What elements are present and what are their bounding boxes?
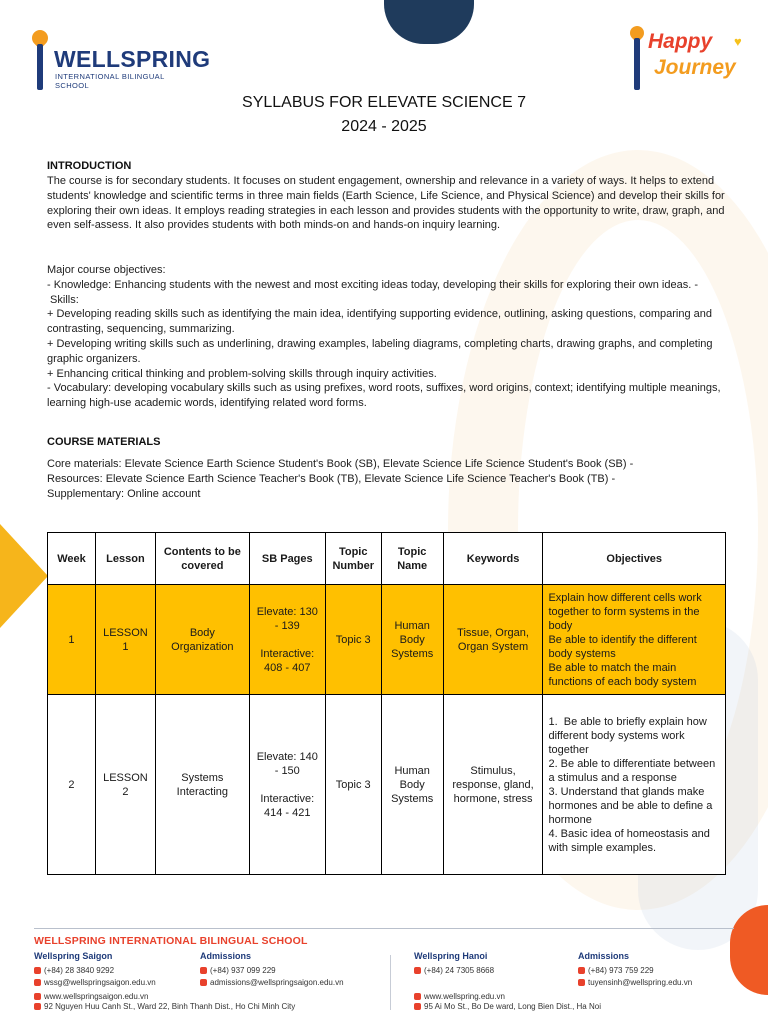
phone-icon	[578, 967, 585, 974]
phone-icon	[34, 967, 41, 974]
footer-school-name: WELLSPRING INTERNATIONAL BILINGUAL SCHOOL	[34, 935, 308, 947]
footer-saigon-admissions-email-text[interactable]: admissions@wellspringsaigon.edu.vn	[210, 978, 344, 987]
cell-keywords: Stimulus, response, gland, hormone, stress	[443, 695, 543, 875]
heart-icon: ♥	[734, 34, 742, 49]
phone-icon	[200, 967, 207, 974]
objectives-block	[47, 263, 727, 411]
materials-text: Core materials: Elevate Science Earth Science Student's Book (SB), Elevate Science Life Science Student's Book (SB) - Resources: Elevate Science Earth Science Teacher's Book (TB), Elevate Science Life Science Teacher's Book (TB) - Supplementary: Online account	[47, 458, 634, 500]
sb-interactive-pages: Interactive: 408 - 407	[260, 647, 315, 674]
campaign-word-journey: Journey	[654, 56, 736, 79]
objectives-line: + Developing writing skills such as underlining, drawing examples, labeling diagrams, completing charts, drawing graphs, and completing graphic organizers.	[47, 337, 713, 365]
cell-objectives	[543, 695, 726, 875]
footer-saigon-address	[34, 1002, 295, 1011]
torch-icon	[32, 30, 48, 88]
sb-interactive-pages: Interactive: 414 - 421	[260, 792, 315, 819]
objective-item: 1. Be able to briefly explain how different body systems work together	[548, 715, 710, 756]
column-header-keywords: Keywords	[443, 533, 543, 585]
footer-hanoi-address-text: 95 Ai Mo St., Bo De ward, Long Bien Dist., Ha Noi	[424, 1002, 601, 1011]
footer-hanoi-heading: Wellspring Hanoi	[414, 951, 488, 961]
table-row	[48, 695, 726, 875]
footer-saigon-admissions-phone	[200, 966, 276, 975]
table-row	[48, 585, 726, 695]
footer-saigon-heading: Wellspring Saigon	[34, 951, 113, 961]
globe-icon	[34, 993, 41, 1000]
column-header-lesson: Lesson	[95, 533, 155, 585]
footer-hanoi-phone	[414, 966, 494, 975]
objective-item: Be able to match the main functions of each body system	[548, 661, 697, 688]
materials-heading: COURSE MATERIALS	[47, 436, 161, 448]
decorative-left-triangle	[0, 524, 48, 628]
email-icon	[200, 979, 207, 986]
footer-hanoi-admissions-phone	[578, 966, 654, 975]
objective-item: 3. Understand that glands make hormones and be able to define a hormone	[548, 785, 713, 826]
footer-saigon-admissions-heading: Admissions	[200, 951, 252, 961]
footer-hanoi-website-link[interactable]: www.wellspring.edu.vn	[424, 992, 505, 1001]
objectives-line: Major course objectives:	[47, 264, 166, 276]
objective-item: 4. Basic idea of homeostasis and with simple examples.	[548, 827, 710, 854]
footer-saigon-website	[34, 992, 149, 1001]
table-header-row	[48, 533, 726, 585]
objectives-line: - Vocabulary: developing vocabulary skills such as using prefixes, word roots, suffixes, word origins, context; identifying multiple meanings, learning high-use academic words, identifying related word forms.	[47, 382, 721, 410]
column-header-contents: Contents to be covered	[155, 533, 249, 585]
objectives-line: + Developing reading skills such as identifying the main idea, identifying supporting evidence, outlining, asking questions, comparing and contrasting, sequencing, summarizing.	[47, 308, 712, 336]
cell-contents: Body Organization	[155, 585, 249, 695]
introduction-heading: INTRODUCTION	[47, 160, 132, 172]
cell-contents: Systems Interacting	[155, 695, 249, 875]
column-header-topic-number: Topic Number	[325, 533, 381, 585]
footer-hanoi-admissions-heading: Admissions	[578, 951, 630, 961]
cell-sb-pages	[249, 585, 325, 695]
happy-journey-logo	[630, 24, 748, 94]
objective-item: Explain how different cells work together to form systems in the body	[548, 591, 702, 632]
sb-elevate-pages: Elevate: 140 - 150	[256, 750, 318, 777]
logo-name: WELLSPRING	[54, 46, 211, 72]
footer-saigon-email-text[interactable]: wssg@wellspringsaigon.edu.vn	[44, 978, 156, 987]
column-header-sb-pages: SB Pages	[249, 533, 325, 585]
cell-topic-name: Human Body Systems	[381, 695, 443, 875]
campaign-word-happy: Happy	[648, 30, 713, 53]
footer-hanoi-admissions-email-text[interactable]: tuyensinh@wellspring.edu.vn	[588, 978, 693, 987]
footer-saigon-email	[34, 978, 156, 987]
phone-icon	[414, 967, 421, 974]
cell-week: 1	[48, 585, 96, 695]
cell-lesson: LESSON 1	[95, 585, 155, 695]
location-icon	[414, 1003, 421, 1010]
cell-topic-number: Topic 3	[325, 695, 381, 875]
location-icon	[34, 1003, 41, 1010]
footer-hanoi-admissions-phone-text: (+84) 973 759 229	[588, 966, 654, 975]
column-header-topic-name: Topic Name	[381, 533, 443, 585]
footer-divider	[34, 928, 734, 929]
objectives-line: + Enhancing critical thinking and problem-solving skills through inquiry activities.	[47, 367, 437, 380]
footer-saigon-address-text: 92 Nguyen Huu Canh St., Ward 22, Binh Thanh Dist., Ho Chi Minh City	[44, 1002, 296, 1011]
column-header-week: Week	[48, 533, 96, 585]
footer-hanoi-phone-text: (+84) 24 7305 8668	[424, 966, 495, 975]
logo-subtitle: INTERNATIONAL BILINGUAL SCHOOL	[55, 72, 165, 90]
column-header-objectives: Objectives	[543, 533, 726, 585]
footer-saigon-admissions-email	[200, 978, 344, 987]
cell-keywords: Tissue, Organ, Organ System	[443, 585, 543, 695]
cell-sb-pages	[249, 695, 325, 875]
syllabus-table	[47, 532, 726, 875]
objectives-line: - Knowledge: Enhancing students with the newest and most exciting ideas today, developing their skills for exploring their own ideas. -	[47, 278, 698, 291]
email-icon	[34, 979, 41, 986]
wellspring-logo	[28, 26, 211, 90]
cell-topic-name: Human Body Systems	[381, 585, 443, 695]
footer-saigon-admissions-phone-text: (+84) 937 099 229	[210, 966, 276, 975]
globe-icon	[414, 993, 421, 1000]
footer-hanoi-admissions-email	[578, 978, 692, 987]
footer-column-divider	[390, 955, 391, 1010]
cell-week: 2	[48, 695, 96, 875]
footer-saigon-phone	[34, 966, 114, 975]
page-title: SYLLABUS FOR ELEVATE SCIENCE 7	[242, 94, 526, 111]
introduction-paragraph: The course is for secondary students. It focuses on student engagement, ownership and relevance in a variety of ways. It helps to extend students' knowledge and scientific terms in three main fields (Earth Science, Life Science, and Physical Science) and develop their skills for exploring their own ideas. It employs reading strategies in each lesson and provides students with the opportunity to write, draw, graph, and even self-assess. It also provides students with both minds-on and hands-on inquiry learning.	[47, 175, 725, 232]
cell-topic-number: Topic 3	[325, 585, 381, 695]
sb-elevate-pages: Elevate: 130 - 139	[256, 605, 318, 632]
page-subtitle-year: 2024 - 2025	[341, 118, 427, 135]
footer-saigon-website-link[interactable]: www.wellspringsaigon.edu.vn	[44, 992, 149, 1001]
objective-item: 2. Be able to differentiate between a stimulus and a response	[548, 757, 716, 784]
decorative-top-tab	[384, 0, 474, 44]
objective-item: Be able to identify the different body systems	[548, 633, 697, 660]
torch-icon	[630, 26, 644, 90]
cell-lesson: LESSON 2	[95, 695, 155, 875]
objectives-line: Skills:	[47, 293, 79, 306]
footer-hanoi-website	[414, 992, 505, 1001]
footer-saigon-phone-text: (+84) 28 3840 9292	[44, 966, 115, 975]
cell-objectives	[543, 585, 726, 695]
footer-hanoi-address	[414, 1002, 601, 1011]
email-icon	[578, 979, 585, 986]
